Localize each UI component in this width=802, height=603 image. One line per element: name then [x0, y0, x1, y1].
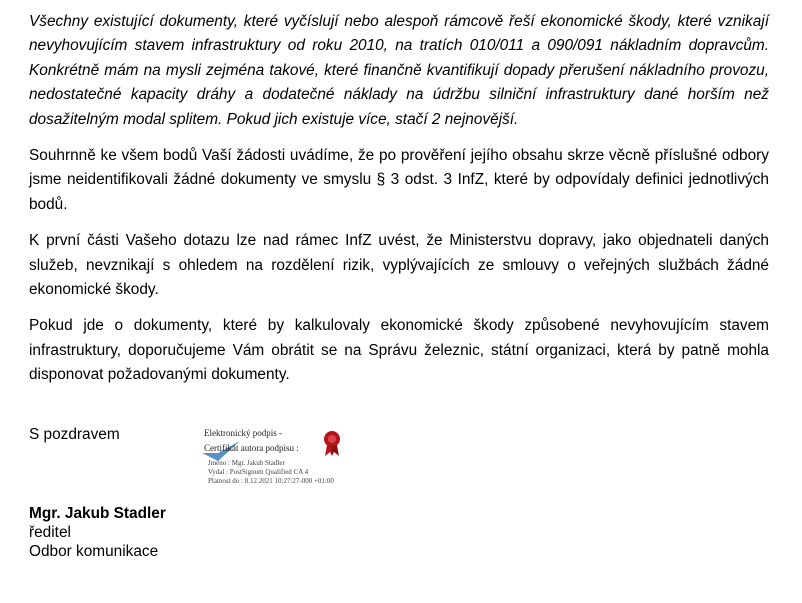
signature-line-3: Jméno : Mgr. Jakub Stadler — [208, 459, 285, 467]
signature-line-1: Elektronický podpis - — [204, 428, 282, 438]
signatory-block — [29, 504, 166, 561]
signatory-title: ředitel — [29, 524, 71, 541]
signature-line-2: Certifikát autora podpisu : — [204, 443, 299, 453]
first-part-answer-paragraph: K první části Vašeho dotazu lze nad rámec InfZ uvést, že Ministerstvu dopravy, jako objednateli daných služeb, nevznikají s ohledem na rozdělení rizik, vyplývajících ze smlouvy o veřejných službách žádné ekonomické škody. — [29, 232, 769, 299]
quoted-request-paragraph: Všechny existující dokumenty, které vyčíslují nebo alespoň rámcově řeší ekonomické škody, které vznikají nevyhovujícím stavem infrastruktury od roku 2010, na tratích 010/011 a 090/091 nákladním dopravcům. Konkrétně mám na mysli zejména takové, které finančně kvantifikují dopady přerušení nákladního provozu, nedostatečné kapacity dráhy a dodatečné náklady na údržbu silniční infrastruktury dané horším než dosažitelným modal splitem. Pokud jich existuje více, stačí 2 nejnovější. — [29, 13, 769, 128]
electronic-signature-stamp — [196, 423, 348, 489]
summary-paragraph: Souhrnně ke všem bodů Vaší žádosti uvádíme, že po prověření jejího obsahu skrze věcně příslušné odbory jsme neidentifikovali žádné dokumenty ve smyslu § 3 odst. 3 InfZ, které by odpovídaly definici jednotlivých bodů. — [29, 147, 769, 213]
signature-line-4: Vydal : PostSignum Qualified CA 4 — [208, 468, 309, 476]
signatory-department: Odbor komunikace — [29, 543, 159, 560]
signature-line-5: Platnost do : 8.12.2021 10:27:27-000 +01:00 — [208, 477, 334, 485]
letter-body — [29, 10, 769, 400]
seal-icon — [321, 429, 343, 457]
recommendation-paragraph: Pokud jde o dokumenty, které by kalkulovaly ekonomické škody způsobené nevyhovujícím stavem infrastruktury, doporučujeme Vám obrátit se na Správu železnic, státní organizaci, která by patně mohla disponovat požadovanými dokumenty. — [29, 317, 769, 384]
closing-greeting: S pozdravem — [29, 426, 120, 443]
signatory-name: Mgr. Jakub Stadler — [29, 505, 166, 522]
